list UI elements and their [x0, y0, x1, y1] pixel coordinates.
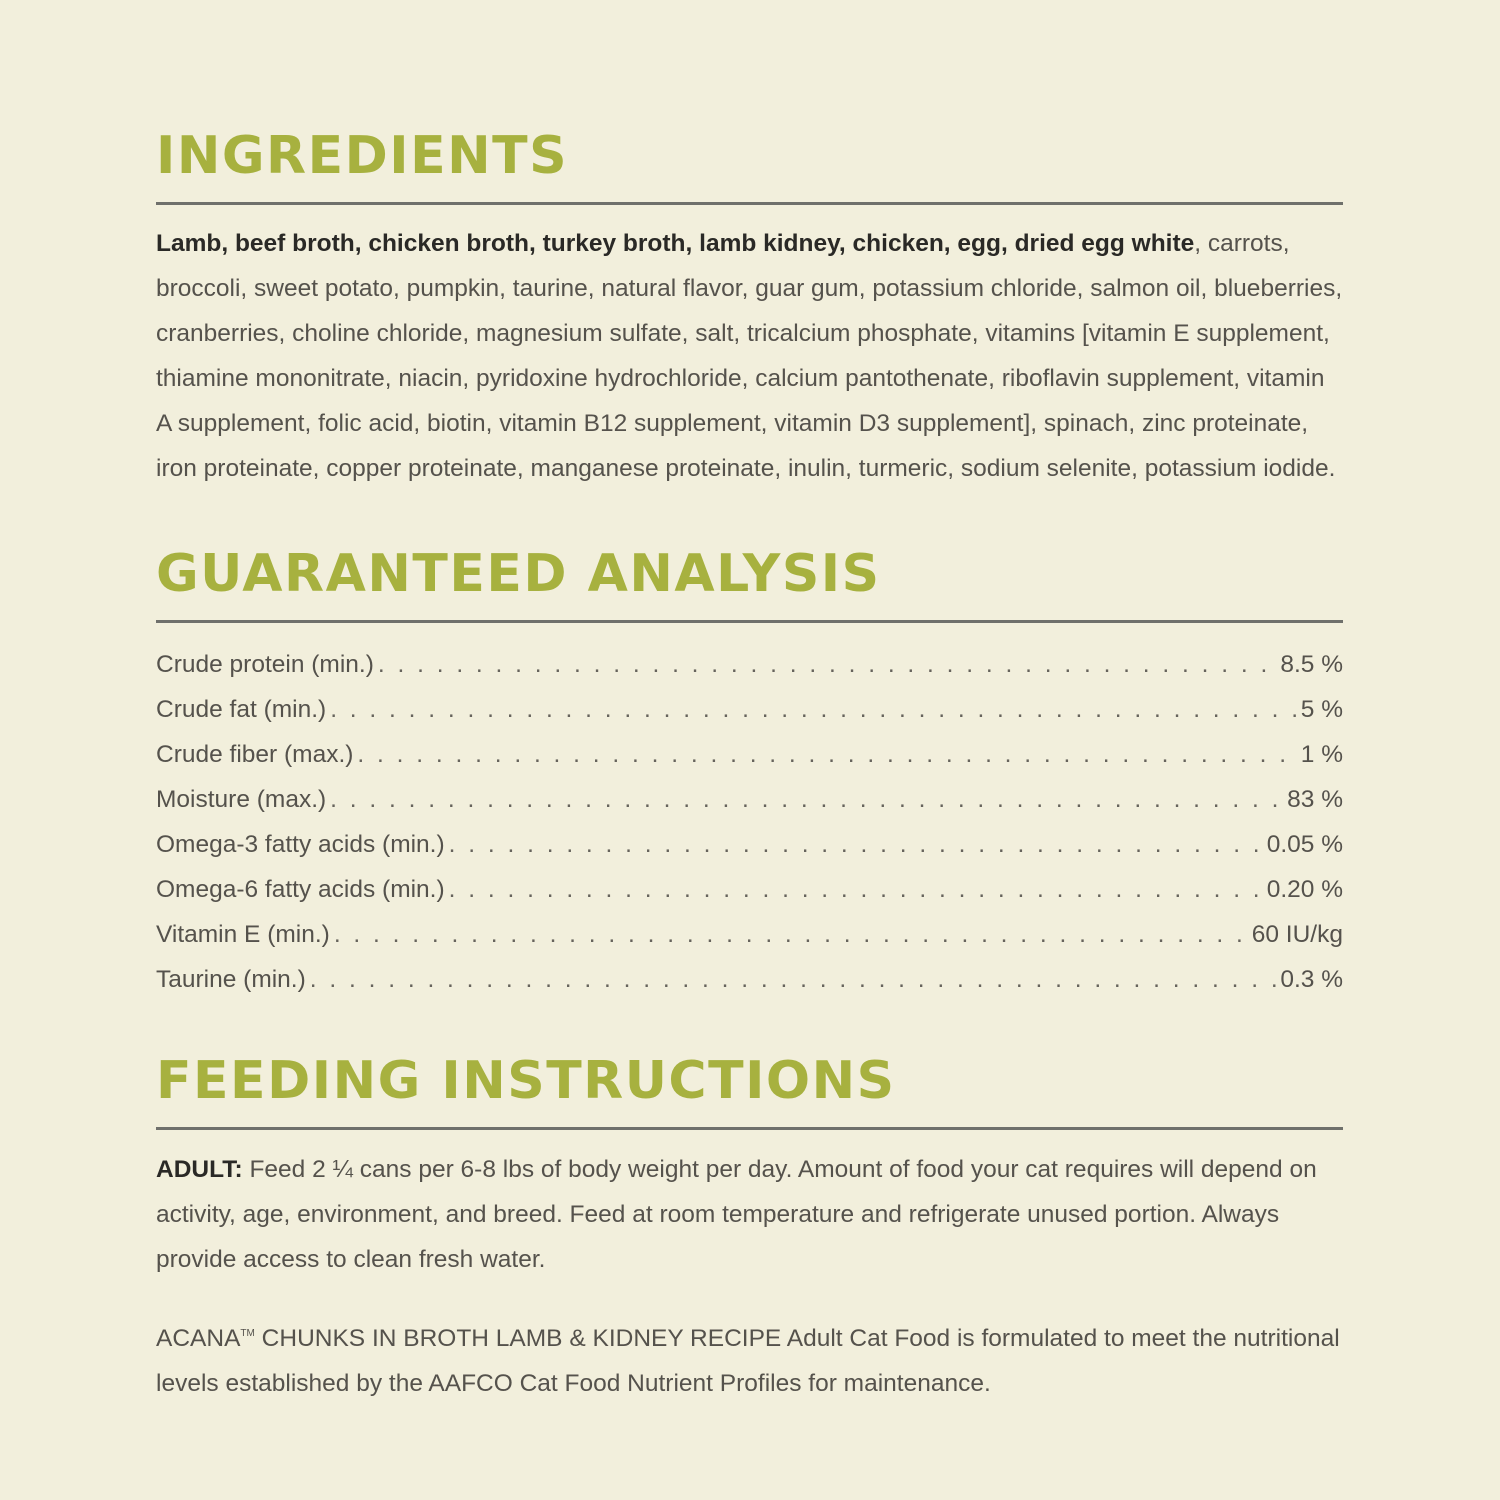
dot-leader — [449, 822, 1263, 867]
nutrient-label: Omega-3 fatty acids (min.) — [156, 831, 445, 858]
aafco-statement-text: CHUNKS IN BROTH LAMB & KIDNEY RECIPE Adult Cat Food is formulated to meet the nutritional levels established by the AAFCO Cat Food Nutrient Profiles for maintenance. — [156, 1325, 1340, 1397]
nutrient-value: 0.20 % — [1266, 876, 1343, 903]
ingredients-divider — [156, 202, 1343, 205]
nutrient-label: Taurine (min.) — [156, 966, 306, 993]
analysis-row-omega-6 — [156, 867, 1343, 912]
analysis-heading: GUARANTEED ANALYSIS — [156, 544, 881, 604]
nutrient-label: Crude fat (min.) — [156, 696, 327, 723]
analysis-row-taurine — [156, 957, 1343, 1002]
dot-leader — [330, 687, 1297, 732]
nutrient-value: 8.5 % — [1280, 651, 1343, 678]
dot-leader — [449, 867, 1263, 912]
nutrient-value: 0.3 % — [1280, 966, 1343, 993]
analysis-row-crude-protein — [156, 642, 1343, 687]
ingredients-secondary: , carrots, broccoli, sweet potato, pumpkin, taurine, natural flavor, guar gum, potassium chloride, salmon oil, blueberries, cranberries, choline chloride, magnesium sulfate, salt, tricalcium phosphate, vitamins [vitamin E supplement, thiamine mononitrate, niacin, pyridoxine hydrochloride, calcium pantothenate, riboflavin supplement, vitamin A supplement, folic acid, biotin, vitamin B12 supplement, vitamin D3 supplement], spinach, zinc proteinate, iron proteinate, copper proteinate, manganese proteinate, inulin, turmeric, sodium selenite, potassium iodide. — [156, 230, 1343, 482]
nutrient-value: 5 % — [1300, 696, 1343, 723]
nutrient-label: Moisture (max.) — [156, 786, 327, 813]
nutrient-value: 60 IU/kg — [1251, 921, 1343, 948]
ingredients-text — [156, 221, 1343, 491]
nutrient-label: Omega-6 fatty acids (min.) — [156, 876, 445, 903]
trademark-mark: TM — [240, 1328, 255, 1339]
feeding-heading: FEEDING INSTRUCTIONS — [156, 1051, 896, 1111]
feeding-instructions-text — [156, 1147, 1343, 1282]
nutrient-value: 1 % — [1300, 741, 1343, 768]
dot-leader — [357, 732, 1296, 777]
analysis-divider — [156, 620, 1343, 623]
dot-leader — [330, 777, 1283, 822]
analysis-row-omega-3 — [156, 822, 1343, 867]
dot-leader — [334, 912, 1248, 957]
adult-label: ADULT: — [156, 1156, 243, 1183]
dot-leader — [310, 957, 1277, 1002]
aafco-statement — [156, 1316, 1343, 1406]
nutrient-label: Vitamin E (min.) — [156, 921, 330, 948]
dot-leader — [378, 642, 1276, 687]
analysis-row-crude-fiber — [156, 732, 1343, 777]
nutrient-label: Crude protein (min.) — [156, 651, 374, 678]
nutrient-label: Crude fiber (max.) — [156, 741, 354, 768]
ingredients-primary: Lamb, beef broth, chicken broth, turkey broth, lamb kidney, chicken, egg, dried egg white — [156, 230, 1195, 257]
ingredients-heading: INGREDIENTS — [156, 126, 569, 186]
nutrient-value: 0.05 % — [1266, 831, 1343, 858]
adult-feeding-text: Feed 2 ¼ cans per 6-8 lbs of body weight per day. Amount of food your cat requires will depend on activity, age, environment, and breed. Feed at room temperature and refrigerate unused portion. Always provide access to clean fresh water. — [156, 1156, 1317, 1273]
nutrient-value: 83 % — [1287, 786, 1343, 813]
analysis-row-crude-fat — [156, 687, 1343, 732]
analysis-row-moisture — [156, 777, 1343, 822]
brand-name: ACANA — [156, 1325, 241, 1352]
analysis-row-vitamin-e — [156, 912, 1343, 957]
feeding-divider — [156, 1127, 1343, 1130]
analysis-table — [156, 642, 1343, 1002]
